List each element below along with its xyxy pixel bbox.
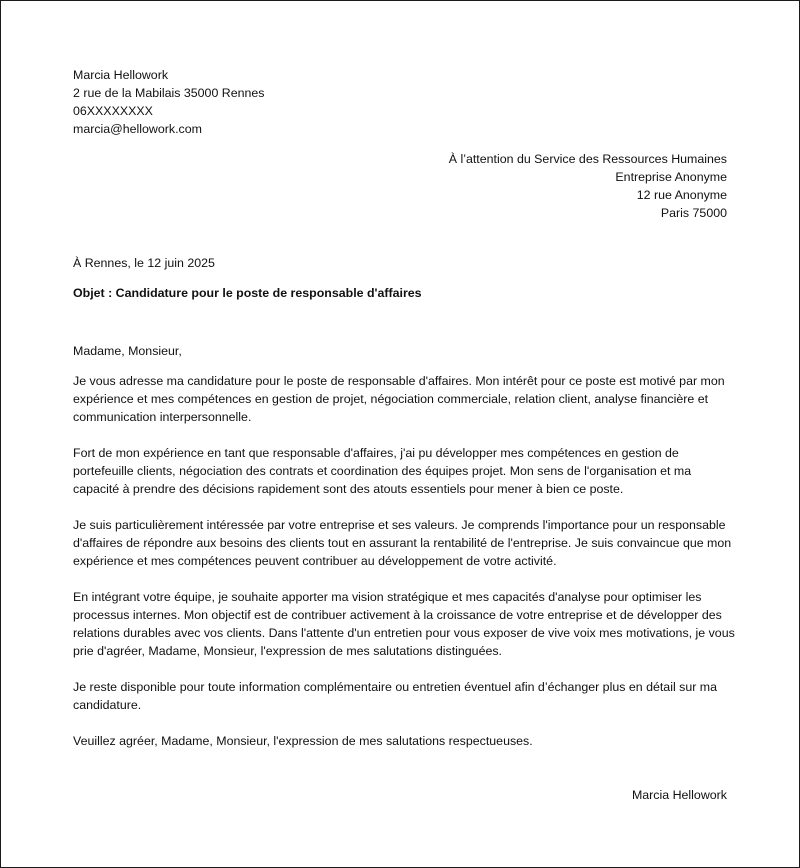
subject-line: Objet : Candidature pour le poste de responsable d'affaires [73, 286, 422, 300]
recipient-company: Entreprise Anonyme [615, 170, 727, 184]
recipient-attention: À l’attention du Service des Ressources Humaines [448, 152, 727, 166]
salutation: Madame, Monsieur, [73, 344, 182, 358]
closing-formula: Veuillez agréer, Madame, Monsieur, l'expression de mes salutations respectueuses. [73, 734, 533, 748]
recipient-street: 12 rue Anonyme [636, 188, 727, 202]
recipient-city: Paris 75000 [660, 206, 727, 220]
date-line: À Rennes, le 12 juin 2025 [73, 256, 215, 270]
paragraph-2: Fort de mon expérience en tant que responsable d'affaires, j'ai pu développer mes compétences en gestion de portefeuille clients, négociation des contrats et coordination des équipes projet. Mon sens de l'organisation et ma capacité à prendre des décisions rapidement sont des atouts essentiels pour mener à bien ce poste. [73, 446, 692, 496]
paragraph-5: Je reste disponible pour toute information complémentaire ou entretien éventuel afin d’échanger plus en détail sur ma candidature. [73, 680, 718, 712]
paragraph-3: Je suis particulièrement intéressée par votre entreprise et ses valeurs. Je comprends l'importance pour un responsable d'affaires de répondre aux besoins des clients tout en assurant la rentabilité de l'entreprise. Je suis convaincue que mon expérience et mes compétences peuvent contribuer au développement de votre activité. [73, 518, 732, 568]
sender-block [73, 66, 265, 138]
paragraph-1: Je vous adresse ma candidature pour le poste de responsable d'affaires. Mon intérêt pour ce poste est motivé par mon expérience et mes compétences en gestion de projet, négociation commerciale, relation client, analyse financière et communication interpersonnelle. [73, 374, 725, 424]
letter-body [73, 342, 735, 768]
sender-phone: 06XXXXXXXX [73, 104, 153, 118]
paragraph-4: En intégrant votre équipe, je souhaite apporter ma vision stratégique et mes capacités d'analyse pour optimiser les processus internes. Mon objectif est de contribuer activement à la croissance de votre entreprise et de développer des relations durables avec vos clients. Dans l'attente d'un entretien pour vous exposer de vive voix mes motivations, je vous prie d'agréer, Madame, Monsieur, l'expression de mes salutations distinguées. [73, 590, 735, 658]
sender-name: Marcia Hellowork [73, 68, 169, 82]
signature: Marcia Hellowork [631, 788, 727, 802]
sender-email: marcia@hellowork.com [73, 122, 202, 136]
sender-address: 2 rue de la Mabilais 35000 Rennes [73, 86, 265, 100]
recipient-block [449, 150, 727, 222]
